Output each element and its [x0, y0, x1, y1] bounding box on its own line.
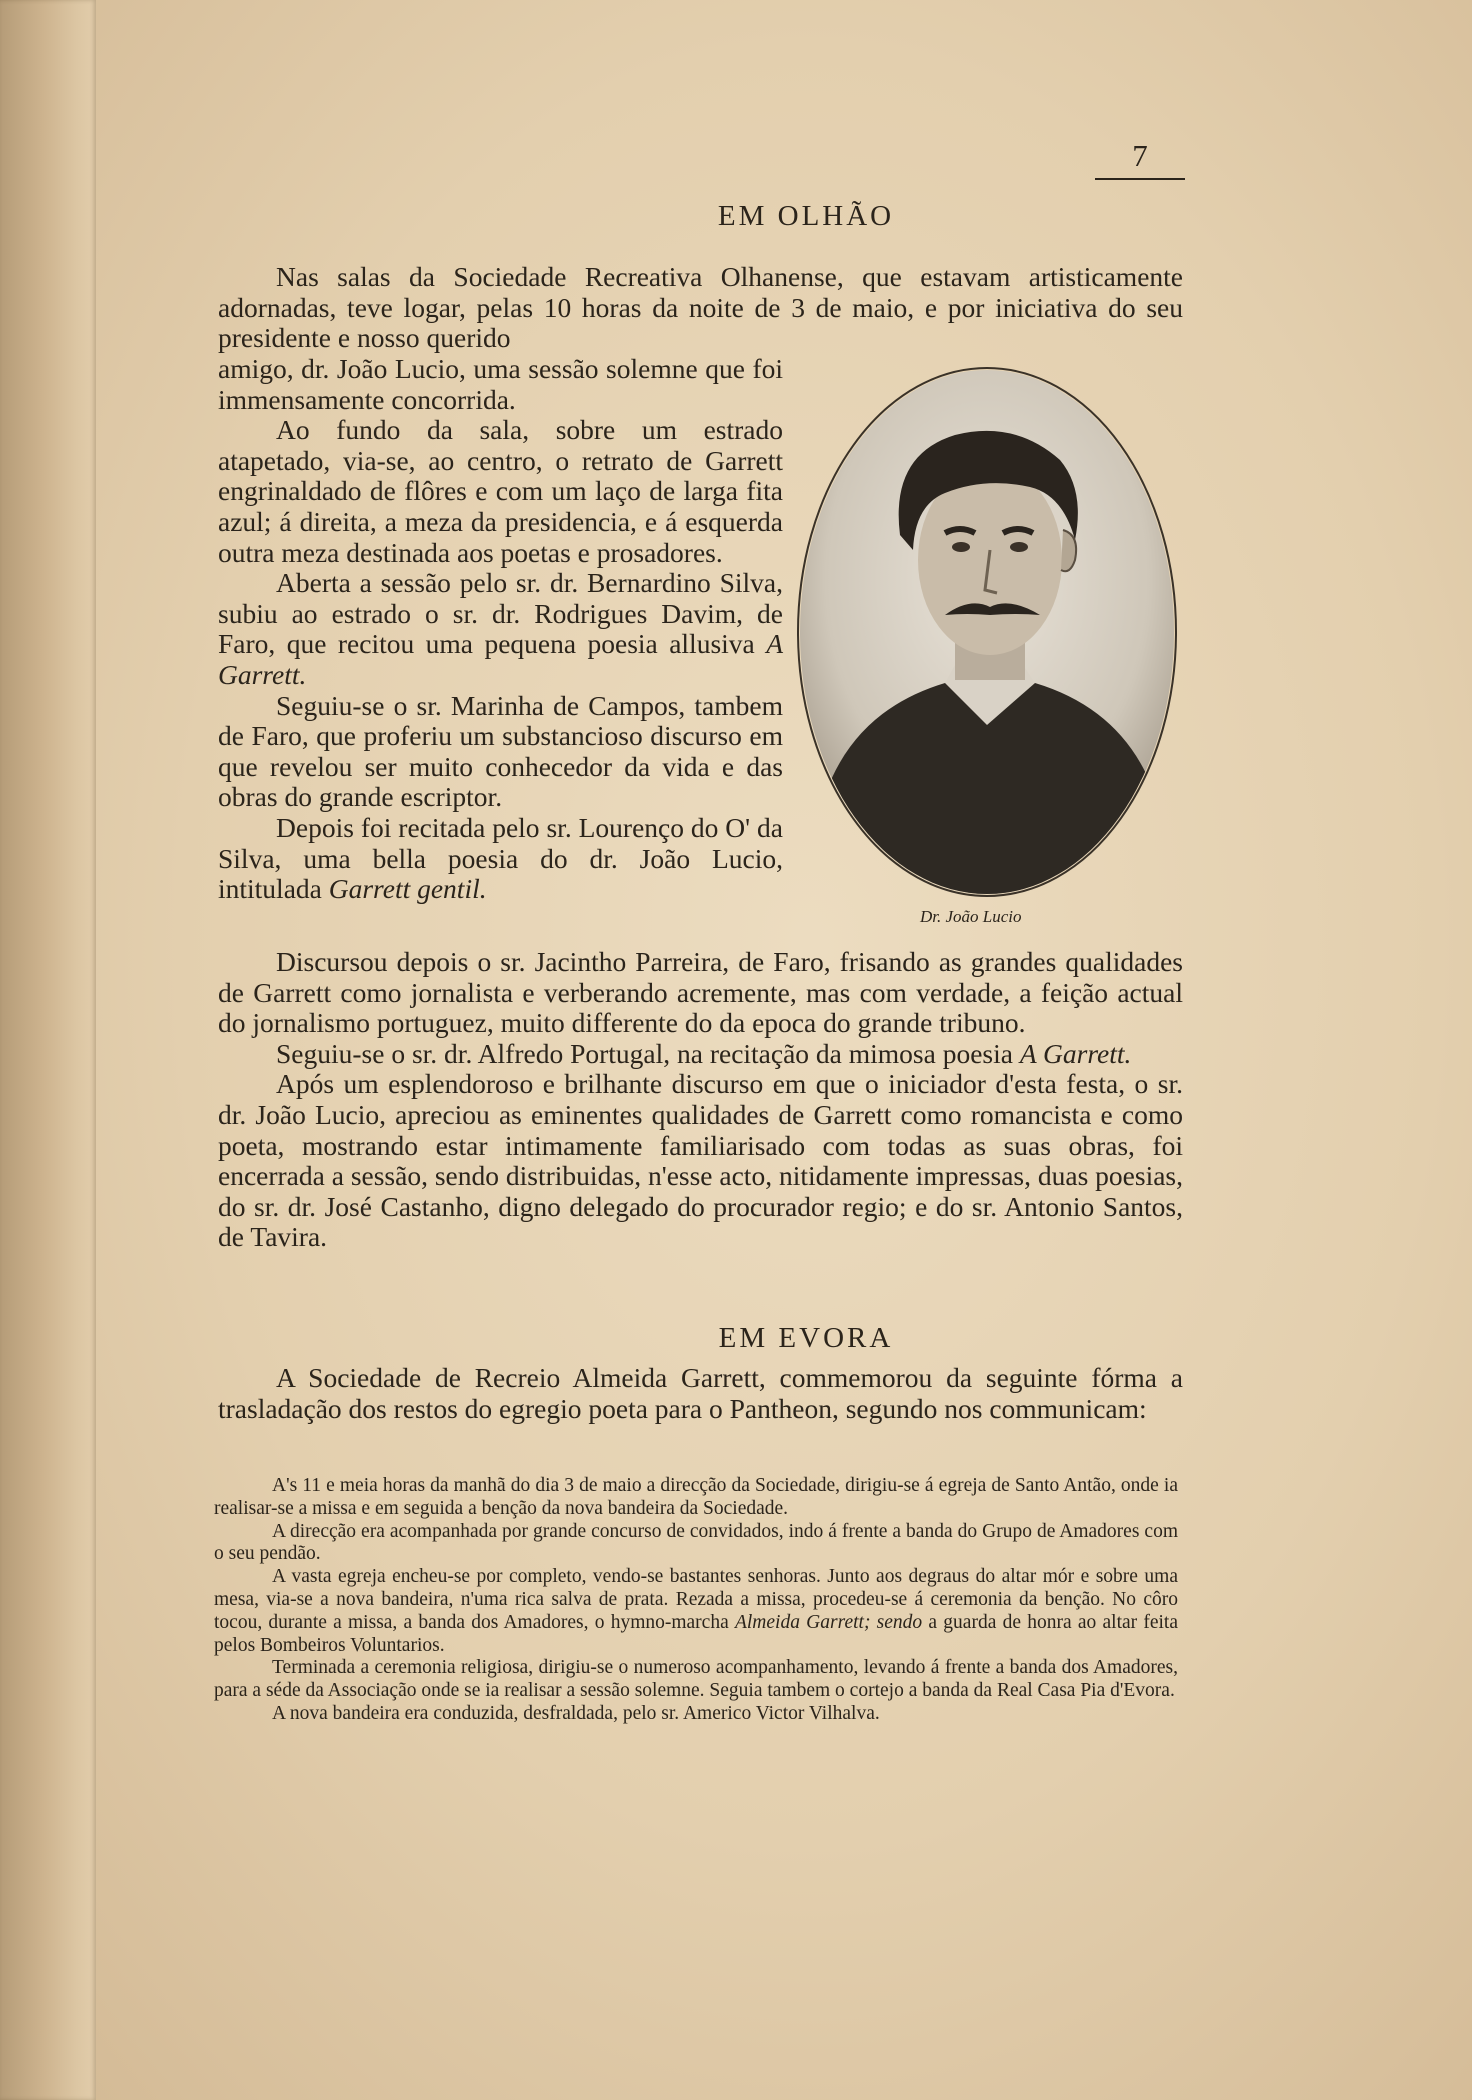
- paragraph: [218, 813, 783, 905]
- paragraph: A nova bandeira era conduzida, desfraldada, pelo sr. Americo Victor Vilhalva.: [272, 1702, 880, 1724]
- paragraph: A direcção era acompanhada por grande concurso de convidados, indo á frente a banda do Grupo de Amadores com o seu pendão.: [214, 1520, 1178, 1565]
- paragraph: Ao fundo da sala, sobre um estrado atapetado, via-se, ao centro, o retrato de Garrett engrinaldado de flôres e com um laço de larga fita azul; á direita, a meza da presidencia, e á esquerda outra meza destinada aos poetas e prosadores.: [218, 414, 783, 568]
- paragraph-text: Aberta a sessão pelo sr. dr. Bernardino Silva, subiu ao estrado o sr. dr. Rodrigues Davim, de Faro, que recitou uma pequena poesia allusiva: [218, 567, 783, 660]
- poem-title: Garrett gentil.: [328, 873, 487, 905]
- paragraph: amigo, dr. João Lucio, uma sessão solemne que foi immensamente concorrida.: [218, 353, 783, 415]
- olhao-intro-paragraph: [218, 262, 1183, 354]
- paragraph: Nas salas da Sociedade Recreativa Olhanense, que estavam artisticamente adornadas, teve logar, pelas 10 horas da noite de 3 de maio, e por iniciativa do seu presidente e nosso querido: [218, 261, 1183, 354]
- poem-title: A Garrett.: [1019, 1037, 1132, 1069]
- section-heading-olhao: EM OLHÃO: [717, 200, 895, 232]
- paragraph: Discursou depois o sr. Jacintho Parreira, de Faro, frisando as grandes qualidades de Garrett como jornalista e verberando acremente, mas com verdade, a feição actual do jornalismo portuguez, muito differente do da epoca do grande tribuno.: [218, 946, 1183, 1039]
- page-number: 7: [1095, 138, 1185, 180]
- portrait-caption: Dr. João Lucio: [920, 907, 1022, 926]
- paragraph: Seguiu-se o sr. Marinha de Campos, tambem de Faro, que proferiu um substancioso discurso em que revelou ser muito conhecedor da vida e das obras do grande escriptor.: [218, 689, 783, 813]
- anthem-title: Almeida Garrett; sendo: [734, 1611, 923, 1633]
- paragraph: Após um esplendoroso e brilhante discurso em que o iniciador d'esta festa, o sr. dr. João Lucio, apreciou as eminentes qualidades de Garrett como romancista e como poeta, mostrando estar intimamente familiarisado com todas as suas obras, foi encerrada a sessão, sendo distribuidas, n'esse acto, nitidamente impressas, duas poesias, do sr. dr. José Castanho, digno delegado do procurador regio; e do sr. Antonio Santos, de Tavira.: [218, 1068, 1183, 1253]
- paragraph-text: Depois foi recitada pelo sr. Lourenço do O' da Silva, uma bella poesia do dr. João Lucio, intitulada: [218, 811, 783, 905]
- book-spine-shadow: [0, 0, 96, 2100]
- olhao-full-column: [218, 947, 1183, 1253]
- paragraph: Terminada a ceremonia religiosa, dirigiu-se o numeroso acompanhamento, levando á frente a banda dos Amadores, para a séde da Associação onde se ia realisar a sessão solemne. Seguia tambem o cortejo a banda da Real Casa Pia d'Evora.: [214, 1657, 1178, 1702]
- paragraph-text: A vasta egreja encheu-se por completo, vendo-se bastantes senhoras. Junto aos degraus do altar mór e sobre uma mesa, via-se a nova bandeira, n'uma rica salva de prata. Rezada a missa, procedeu-se á ceremonia da benção. No côro tocou, durante a missa, a banda dos Amadores, o hymno-marcha: [214, 1566, 1178, 1633]
- paragraph: [214, 1566, 1178, 1657]
- paragraph-text: Seguiu-se o sr. dr. Alfredo Portugal, na recitação da mimosa poesia: [276, 1037, 1013, 1069]
- paragraph: A's 11 e meia horas da manhã do dia 3 de maio a direcção da Sociedade, dirigiu-se á egreja de Santo Antão, onde ia realisar-se a missa e em seguida a benção da nova bandeira da Sociedade.: [214, 1475, 1178, 1519]
- evora-quoted-account: [214, 1475, 1178, 1726]
- section-heading-evora: EM EVORA: [718, 1322, 894, 1354]
- olhao-side-column: [218, 354, 783, 905]
- evora-intro-paragraph: [218, 1363, 1183, 1424]
- poem-title: A Garrett.: [218, 628, 784, 690]
- portrait-photo: [795, 365, 1180, 900]
- paragraph: A Sociedade de Recreio Almeida Garrett, commemorou da seguinte fórma a trasladação dos restos do egregio poeta para o Pantheon, segundo nos communicam:: [218, 1362, 1183, 1424]
- paragraph: [218, 568, 783, 690]
- paragraph: [218, 1039, 1183, 1070]
- portrait-illustration: [795, 365, 1180, 900]
- paragraph-text: a guarda de honra ao altar feita pelos Bombeiros Voluntarios.: [214, 1611, 1179, 1656]
